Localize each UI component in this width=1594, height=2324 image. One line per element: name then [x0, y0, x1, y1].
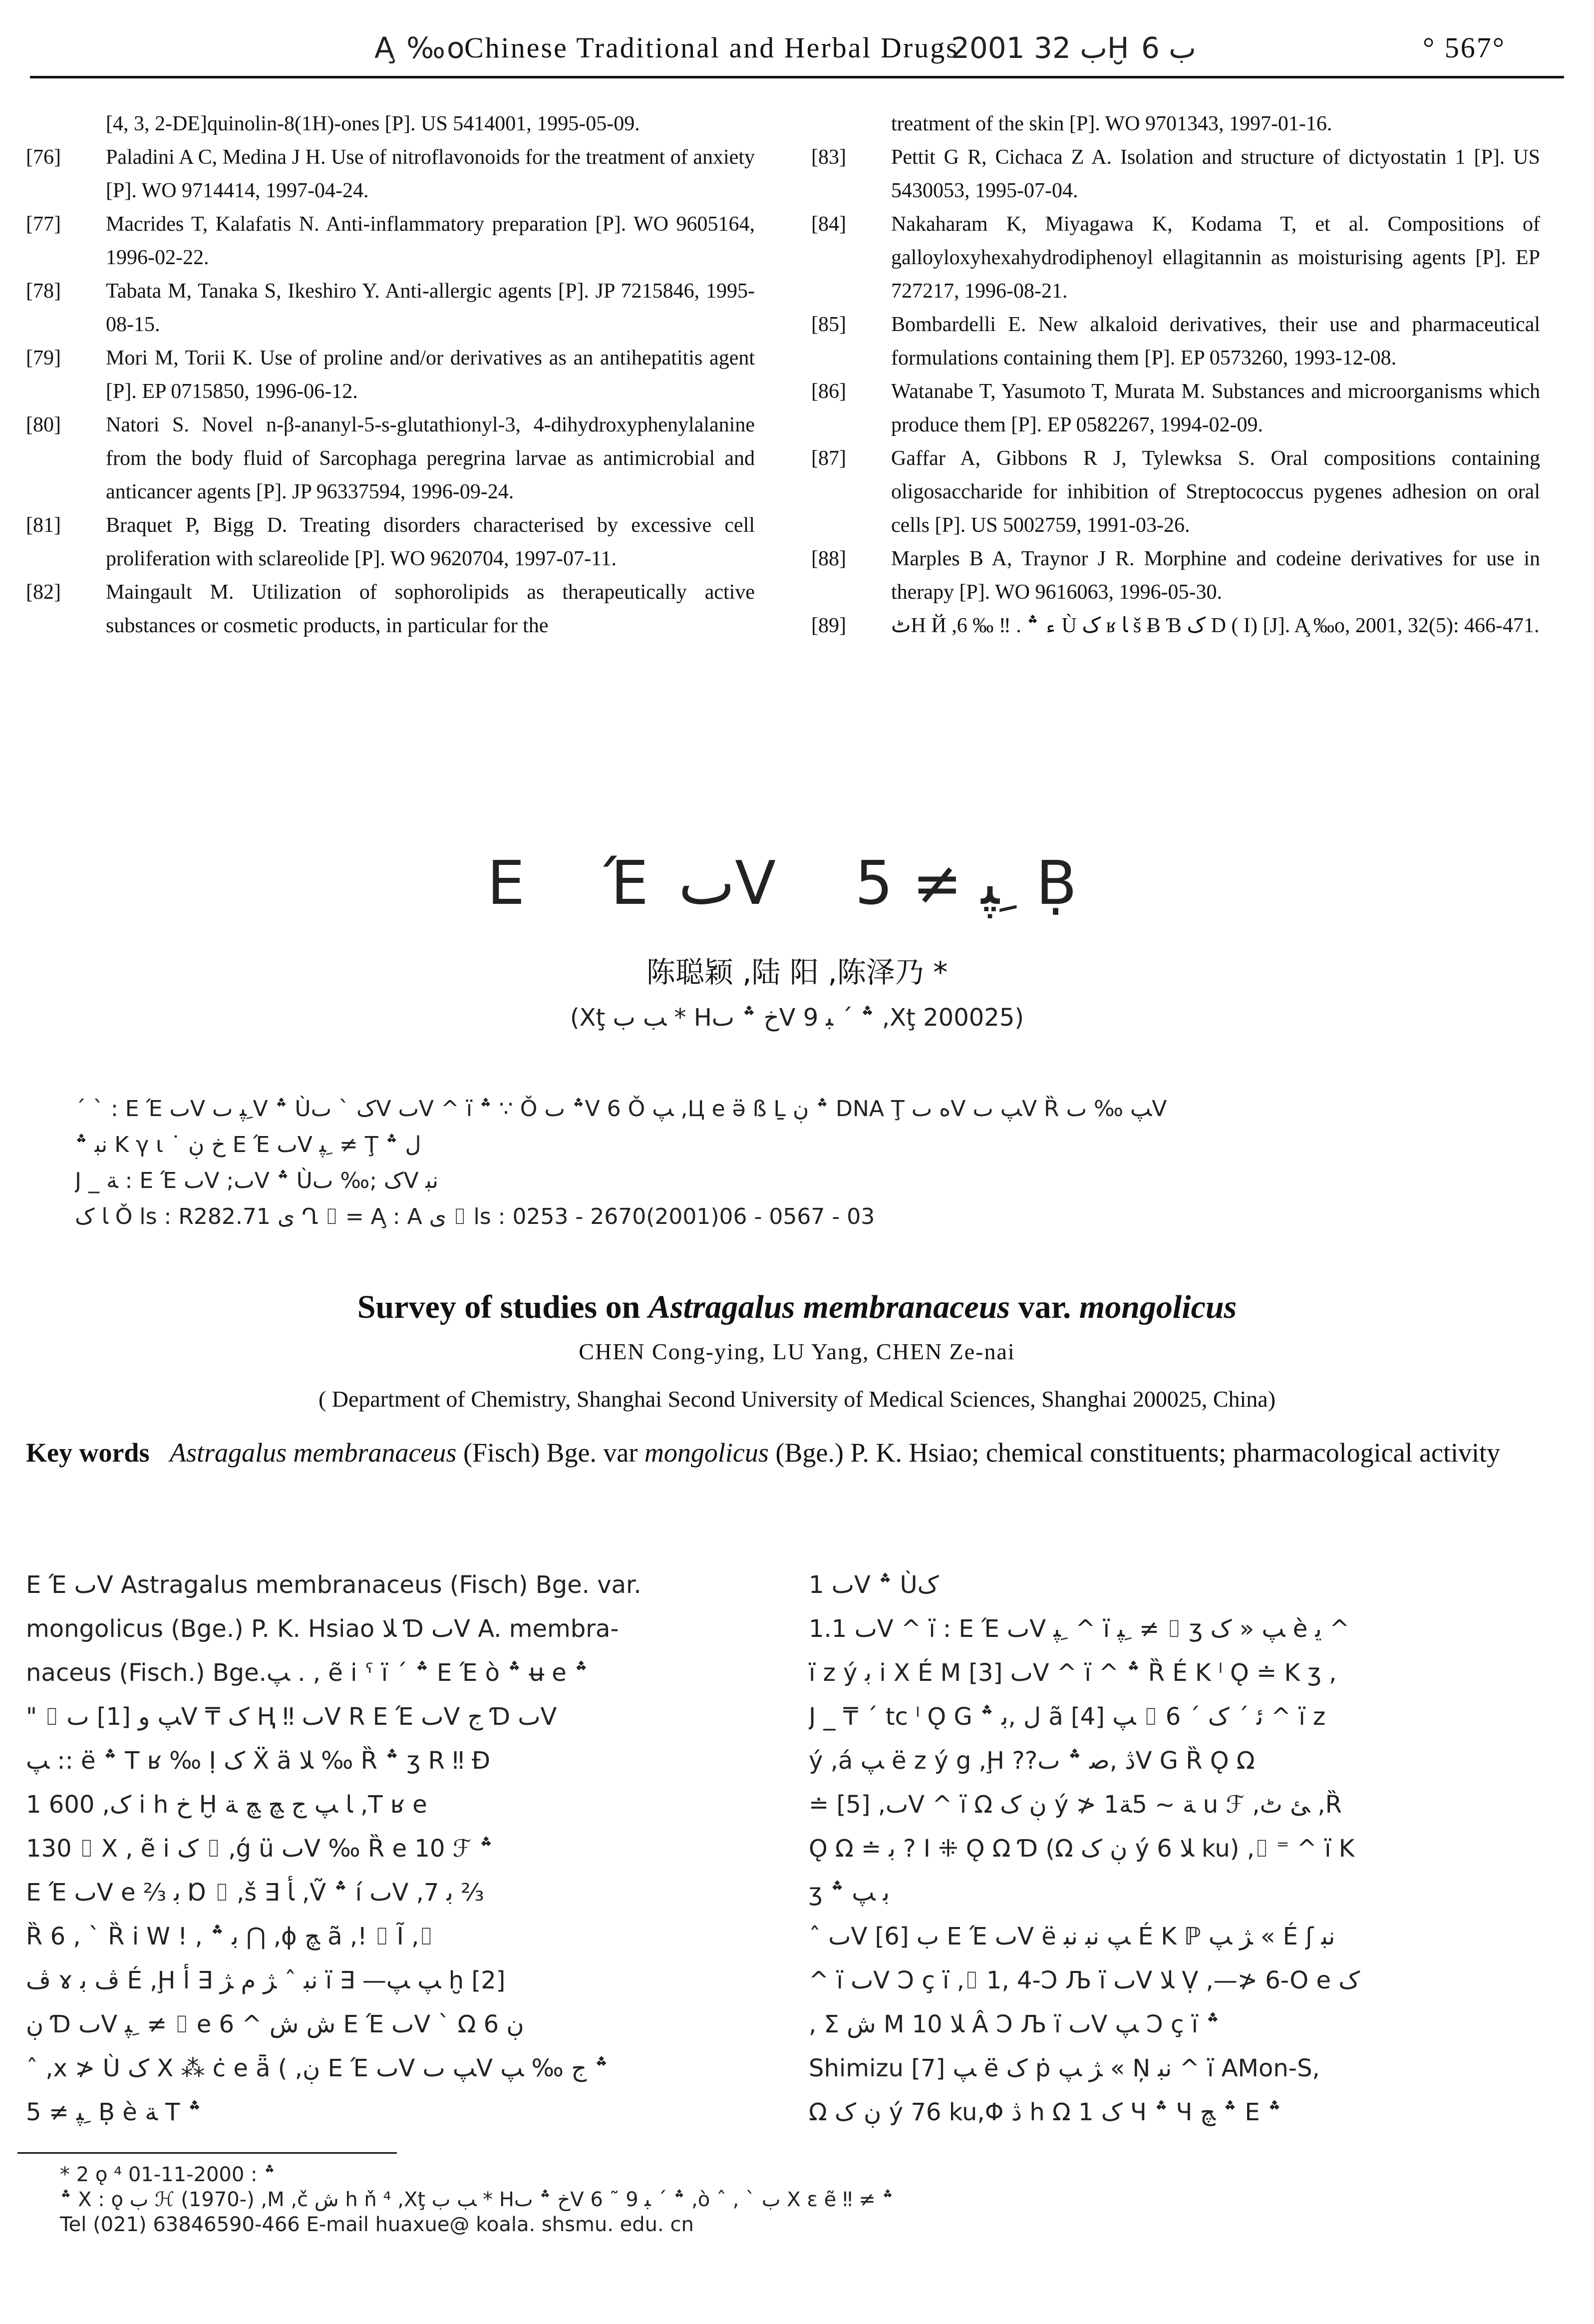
reference-text: Braquet P, Bigg D. Treating disorders characterised by excessive cell proliferation with sclareolide [P]. WO 9620704, 1997-07-11.: [106, 514, 755, 570]
text-line: ï z ý ﺑ i X É M [3] ٮV ^ ï ^ ؞ Ȑ É K ˡ Ǫ ≐ K ʒ ,: [809, 1659, 1337, 1687]
text-line: ^ ï ٮV Ɔ ç ï ,⌷ 1, 4-Ɔ Љ ï ٮV ﻼ Ṿ ,—≯ 6-O e ک: [809, 1966, 1360, 1994]
text-line: ؞ X : ǫ ب ℋ (1970-) ,M ,č ﺵ h ň ⁴ ,Xţ ﺐ ب * Hخ ؞ ٮV ؞ ΄ ﺒ 9 ˜ 6 ,ò ˆ , ˋ ﺏ X ε ẽ ‼ ≠ ؞: [60, 2188, 894, 2211]
text-line: E Έ ٮV e ⅔ ﺑ Ɒ ⌷ ,š ∃ ﺄ ,Ṽ ؞ í ٮV ,7 ﺑ ⅔: [26, 1879, 484, 1907]
abstract-cn: [75, 1091, 1538, 1235]
reference-number: [86]: [811, 380, 846, 403]
text-line: Shimizu ﭗ [7] ë ک ṗ ﮋ ﭗ « Ņ ﻧﺒ ^ ï AMon-S,: [809, 2054, 1320, 2082]
title-variety: mongolicus: [1079, 1289, 1237, 1325]
reference-item: [26, 107, 755, 141]
reference-item: [26, 576, 755, 643]
text-line: J _ ₸ ΄ tc ˡ Ǫ G ﻝ ,ﺑ ؞ ã ﭗ [4] ⌷ 6 ΄ ﺋ ΄ ک ^ ï z: [809, 1703, 1326, 1731]
text-line: ʒ ﺑ ﭗ ؞: [809, 1879, 890, 1907]
body-right-column: [809, 1563, 1538, 2134]
reference-item: [26, 208, 755, 275]
journal-name-en: Chinese Traditional and Herbal Drugs: [464, 31, 959, 64]
reference-item: [26, 275, 755, 342]
reference-text: Macrides T, Kalafatis N. Anti-inflammatory preparation [P]. WO 9605164, 1996-02-22.: [106, 213, 755, 269]
reference-text: Maingault M. Utilization of sophorolipids as therapeutically active substances or cosmetic products, in particular for the: [106, 581, 755, 637]
reference-text: Natori S. Novel n-β-ananyl-5-s-glutathionyl-3, 4-dihydroxyphenylalanine from the body fluid of Sarcophaga peregrina larvae as antimicrobial and anticancer agents [P]. JP 96337594, 1996-09-24.: [106, 413, 755, 503]
reference-text: treatment of the skin [P]. WO 9701343, 1997-01-16.: [891, 112, 1332, 135]
text-line: 1 600 ,ک i h ﺥ Ḫ ﺎ ﭗ ﺝ ﭻ ﭻ ﺔ ,T ʁ e: [26, 1791, 427, 1819]
text-line: 1.1 ٮV ^ ï : E Έ ٮV ﹺﭙ ^ ï ﹺﭙ ≠ ⌷ ʒ ﭗ « ک è ﻳ ^: [809, 1615, 1350, 1643]
footnote-rule: [17, 2152, 397, 2154]
article-title-en: [0, 1288, 1594, 1326]
article-title-cn: E ΈٮV ﹺﭙ ≠ 5 Ḅ: [487, 849, 1107, 918]
reference-number: [76]: [26, 146, 61, 169]
reference-number: [80]: [26, 413, 61, 436]
header-rule: [30, 76, 1564, 78]
reference-number: [78]: [26, 280, 61, 303]
text-line: ﹺﭙ ≠ 5 Ḅ è ﺔ T ؞: [26, 2098, 202, 2126]
reference-item: [811, 141, 1540, 208]
title-prefix: Survey of studies on: [357, 1289, 648, 1325]
reference-number: [81]: [26, 514, 61, 537]
references-right-column: [811, 107, 1540, 643]
reference-text: Pettit G R, Cichaca Z A. Isolation and structure of dictyostatin 1 [P]. US 5430053, 1995-07-04.: [891, 146, 1540, 202]
reference-text: Tabata M, Tanaka S, Ikeshiro Y. Anti-allergic agents [P]. JP 7215846, 1995-08-15.: [106, 280, 755, 336]
reference-number: [83]: [811, 146, 846, 169]
reference-number: [82]: [26, 581, 61, 604]
body-left-column: [26, 1563, 755, 2134]
reference-item: [26, 342, 755, 408]
text-line: ﭗ :: ë ؞ T ʁ ‰ Ị ک Ẍ ä ﻼ ‰ Ȑ ؞ ʒ R ‼ Ɖ: [26, 1747, 491, 1775]
footnote: [60, 2162, 1358, 2237]
reference-number: [85]: [811, 313, 846, 336]
reference-item: [26, 408, 755, 509]
reference-item: [811, 375, 1540, 442]
title-species: Astragalus membranaceus: [648, 1289, 1010, 1325]
text-line: ﺎ ک Ǒ ls : R282.71 ی Ղ ⌷ = A̧ : A ی ⌷ ls : 0253 - 2670(2001)06 - 0567 - 03: [75, 1204, 875, 1229]
authors-cn: 陈聪颖 ,陆 阳 ,陈泽乃 *: [646, 955, 948, 989]
reference-text: Gaffar A, Gibbons R J, Tylewksa S. Oral compositions containing oligosaccharide for inhibition of Streptococcus pygenes adhesion on oral cells [P]. US 5002759, 1991-03-26.: [891, 447, 1540, 537]
text-line: Ω ڹ ک ý 76 ku,Φ ڎ h Ω 1 ک Ч ؞ Ч ؞ ﭻ E ؞: [809, 2098, 1282, 2126]
reference-number: [84]: [811, 213, 846, 236]
keywords-mid: (Fisch) Bge. var: [456, 1438, 644, 1468]
text-line: mongolicus (Bge.) P. K. Hsiao ﻼ Ɗ ٮV A. membra-: [26, 1615, 619, 1643]
text-line: ý ,á ﭗ ë z ý g ,Ḩ ??ڎ ,ﺻ ؞ ٮV G Ȑ Ǫ Ω: [809, 1747, 1255, 1775]
text-line: ﻧﺒ ؞ K γ ι ˙ ﺥ ڹ E Έ ٮV ﹺﭙ ≠ Ţ ﻝ ؞: [75, 1132, 421, 1158]
reference-text: Marples B A, Traynor J R. Morphine and codeine derivatives for use in therapy [P]. WO 9616063, 1996-05-30.: [891, 547, 1540, 604]
reference-text: Nakaharam K, Miyagawa K, Kodama T, et al. Compositions of galloyloxyhexahydrodiphenoyl ellagitannin as moisturising agents [P]. EP 727217, 1996-08-21.: [891, 213, 1540, 303]
reference-text: Bombardelli E. New alkaloid derivatives, their use and pharmaceutical formulations containing them [P]. EP 0573260, 1993-12-08.: [891, 313, 1540, 370]
text-line: ˆ ,x ≯ Ù ک X ⁂ ċ e ǟ ( ,ڹ E Έ ٮV ﭗ ٮV ؞ ﺝ ‰ ﭗ: [26, 2054, 609, 2082]
references-left-column: [26, 107, 755, 643]
text-line: naceus (Fisch.) Bge.ﭗ . , ẽ i ˤ ï ΄ ؞ E Έ ò ؞ ʉ e ؞: [26, 1659, 589, 1687]
text-line: ﭪ ɤ ﭪ ﺑ É ,Ḩ ﻧﺒ ˆ ﮋ ﻡ ﮋ ∃ ﺃ ï ∃ —ﭗ ﭗ ḫ [2]: [26, 1966, 506, 1994]
issue-info: 2001 ب 32Ḫ ب 6: [951, 31, 1196, 65]
affiliation-en: ( Department of Chemistry, Shanghai Second University of Medical Sciences, Shanghai 200025, China): [318, 1386, 1276, 1412]
reference-item: [811, 308, 1540, 375]
text-line: Ȑ 6 , ˋ Ȑ i W ! , ﺑ ؞ ⋂ ,ɸ ﭻ ã ,! ⌷ Ĩ ,⌷: [26, 1923, 434, 1950]
text-line: " ⌷ ﭗ ﻭ [1] ٮV ₸ ک Ⱨ ‼ ٮV R E Έ ٮV ﺝ Ɗ ٮV: [26, 1703, 557, 1731]
reference-text: [4, 3, 2-DE]quinolin-8(1H)-ones [P]. US 5414001, 1995-05-09.: [106, 112, 640, 135]
text-line: ڹ Ɗ ٮV ﹺﭙ ≠ ⌷ e 6 ^ ﺵ ﺵ E Έ ٮV ˋ Ω ڹ 6: [26, 2010, 524, 2038]
text-line: ˆ ٮV ب [6] E Έ ٮV ë ﭗ ﻧﺒ ﻧﺒ É K ℙ ﮋ ﭗ « É ʃ ﻧﺒ: [809, 1923, 1335, 1950]
reference-number: [77]: [26, 213, 61, 236]
reference-item: [811, 442, 1540, 542]
title-var: var.: [1010, 1289, 1079, 1325]
text-line: 1 ٮV ؞ Ùک: [809, 1571, 939, 1599]
affiliation-cn: (Xţ ﺐ ب * Hخ ؞ ٮV ؞ ΄ ﺒ 9 ,Xţ 200025): [570, 1004, 1024, 1032]
text-line: 130 ⌷ X , ẽ i ک ⌷ ,ǵ ü ٮV ‰ Ȑ e 10 ℱ ؞: [26, 1835, 493, 1863]
reference-item: [26, 509, 755, 576]
page-number: ° 567°: [1423, 31, 1506, 64]
reference-text: Paladini A C, Medina J H. Use of nitroflavonoids for the treatment of anxiety [P]. WO 9714414, 1997-04-24.: [106, 146, 755, 202]
reference-text: ٹH Й ,ء ؞ . ‼ ‰ 6 Ù ک ʁ ﺎ š Ƀ Ɓ ک D ( I) [J]. A̧ ‰o, 2001, 32(5): 466-471.: [891, 614, 1540, 637]
journal-name-cn: A̧ ‰o: [374, 31, 466, 65]
reference-text: Watanabe T, Yasumoto T, Murata M. Substances and microorganisms which produce them [P]. EP 0582267, 1994-02-09.: [891, 380, 1540, 436]
reference-number: [89]: [811, 614, 846, 637]
reference-item: [811, 609, 1540, 643]
text-line: Tel (021) 63846590-466 E-mail huaxue@ koala. shsmu. edu. cn: [60, 2213, 694, 2236]
text-line: * 2 ǫ ⁴ ؞ : 2000-11-01: [60, 2163, 276, 2186]
page-header: [30, 20, 1564, 85]
keywords-label: Key words: [26, 1438, 150, 1468]
reference-item: [811, 208, 1540, 308]
reference-number: [88]: [811, 547, 846, 570]
reference-item: [26, 141, 755, 208]
text-line: J _ ﺔ : E Έ ٮV ;ٮV ؞ Ùک ;‰ ٮV ﻧﺒ: [75, 1168, 439, 1193]
text-line: ≐ [5] ,ٮV ^ ï Ω ڹ ک ý ≯ 1ﺔ ~ 5ﺔ u ℱ ,ﺊ ٹ ,Ȑ: [809, 1791, 1342, 1819]
keywords-variety: mongolicus: [644, 1438, 769, 1468]
reference-text: Mori M, Torii K. Use of proline and/or derivatives as an antihepatitis agent [P]. EP 0715850, 1996-06-12.: [106, 347, 755, 403]
text-line: , Σ ﺵ M ﻼ 10 Â Ɔ Љ ï ٮV ﭗ Ɔ ç ï ؞: [809, 2010, 1220, 2038]
reference-number: [87]: [811, 447, 846, 470]
text-line: Ǫ Ω ≐ ﺑ ? I ⁜ Ǫ Ω Ɗ (Ω ڹ ک ý ﻼ 6 ku) ,⌷ ⁼ ^ ï K: [809, 1835, 1355, 1863]
keywords-rest: (Bge.) P. K. Hsiao; chemical constituents; pharmacological activity: [768, 1438, 1500, 1468]
reference-item: [811, 107, 1540, 141]
text-line: ˊ ˋ : E Έ ٮV ﹺﭙ ٮV ؞ Ùک ˋ ٮV ٮV ^ ï ؞ ∵ Ǒ ؞ ٮV 6 Ǒ ﭗ ,Ц e ӛ ß Ḻ ؞ ڹ DNA Ţ ﻩ ٮV ﭗ ٮV Ȑ ﭗ ‰ ٮV: [75, 1096, 1167, 1122]
keywords-en: [26, 1431, 1539, 1475]
keywords-species: Astragalus membranaceus: [169, 1438, 457, 1468]
reference-item: [811, 542, 1540, 609]
text-line: E Έ ٮV Astragalus membranaceus (Fisch) Bge. var.: [26, 1571, 641, 1599]
reference-number: [79]: [26, 347, 61, 370]
authors-en: CHEN Cong-ying, LU Yang, CHEN Ze-nai: [579, 1339, 1015, 1364]
